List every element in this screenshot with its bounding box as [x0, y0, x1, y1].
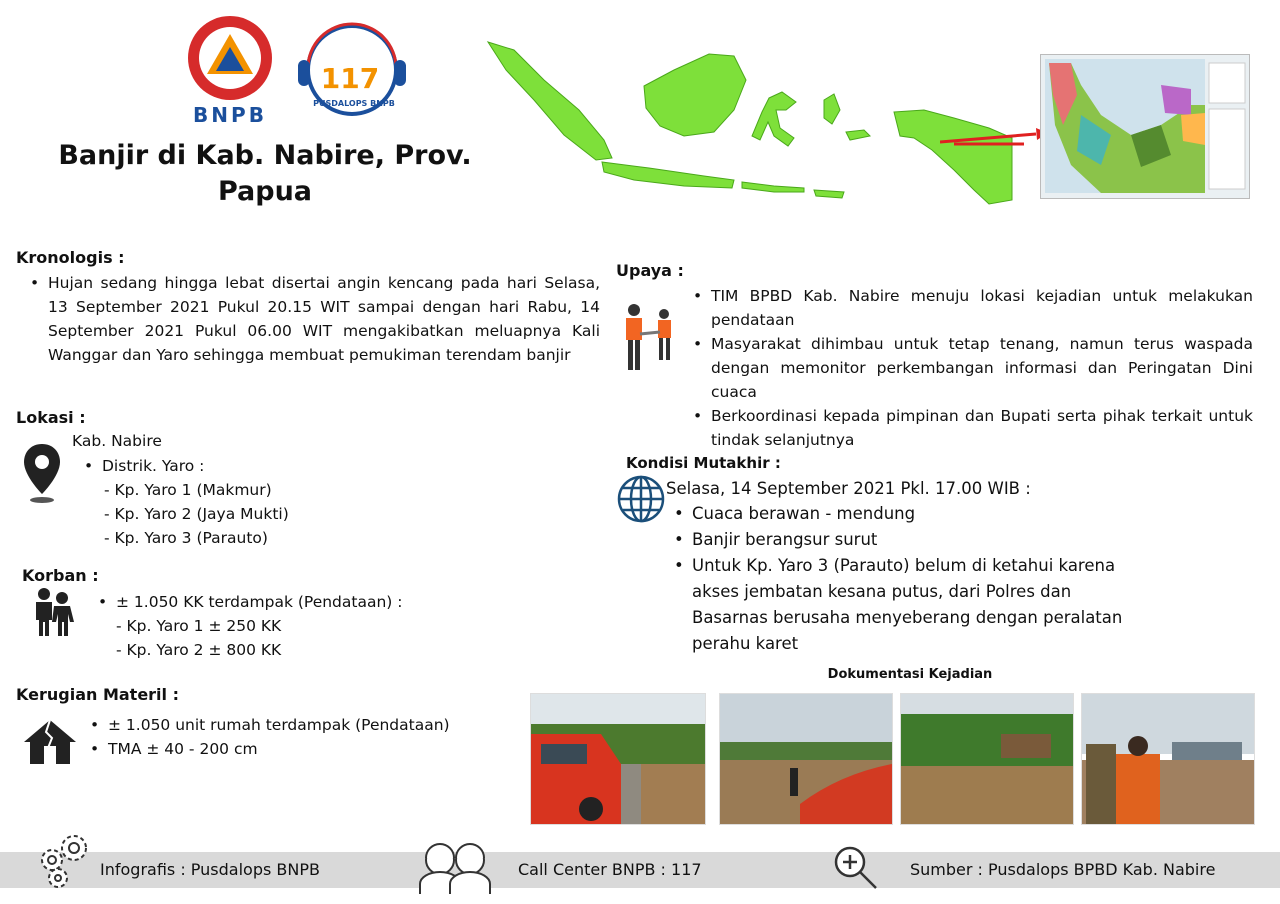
lokasi-kampung-list [104, 478, 289, 550]
svg-text:PUSDALOPS BNPB: PUSDALOPS BNPB [313, 99, 395, 108]
list-item: - Kp. Yaro 1 (Makmur) [104, 481, 272, 499]
korban-sub-list [116, 614, 281, 662]
list-item: • Berkoordinasi kepada pimpinan dan Bupati serta pihak terkait untuk tindak selanjutnya [691, 404, 1253, 452]
pusdalops-117-logo [294, 20, 414, 120]
kondisi-date: Selasa, 14 September 2021 Pkl. 17.00 WIB : [666, 479, 1031, 498]
footer-infografis: Infografis : Pusdalops BNPB [100, 860, 320, 879]
nabire-district-map [1040, 54, 1250, 199]
list-item: • ± 1.050 unit rumah terdampak (Pendataan) [88, 713, 450, 737]
lokasi-kab: Kab. Nabire [72, 432, 162, 450]
kondisi-heading: Kondisi Mutakhir : [626, 454, 781, 472]
damaged-house-icon [22, 718, 78, 766]
list-item: • Untuk Kp. Yaro 3 (Parauto) belum di ketahui karena akses jembatan kesana putus, dari Polres dan Basarnas berusaha menyeberang dengan peralatan perahu karet [672, 553, 1152, 657]
victims-icon [30, 586, 76, 638]
list-item: • TIM BPBD Kab. Nabire menuju lokasi kejadian untuk melakukan pendataan [691, 284, 1253, 332]
svg-text:117: 117 [320, 62, 380, 95]
upaya-list [691, 284, 1253, 452]
korban-main: • ± 1.050 KK terdampak (Pendataan) : [96, 590, 403, 614]
flood-photo-1 [530, 693, 706, 825]
flood-photo-3 [900, 693, 1074, 825]
globe-icon [616, 474, 666, 524]
bnpb-logo [180, 14, 280, 126]
footer-sumber: Sumber : Pusdalops BPBD Kab. Nabire [910, 860, 1216, 879]
list-item: • Banjir berangsur surut [672, 527, 1172, 553]
kondisi-list [672, 501, 1172, 657]
kronologis-text: • Hujan sedang hingga lebat disertai angin kencang pada hari Selasa, 13 September 2021 Pukul 20.15 WIT sampai dengan hari Rabu, 14 September 2021 Pukul 06.00 WIT mengakibatkan meluapnya Kali Wanggar dan Yaro sehingga membuat pemukiman terendam banjir [28, 271, 600, 367]
upaya-heading: Upaya : [616, 261, 684, 280]
kerugian-list [88, 713, 450, 761]
korban-list [96, 590, 403, 614]
dokumentasi-heading: Dokumentasi Kejadian [827, 667, 993, 682]
location-pin-icon [22, 442, 62, 506]
list-item: • TMA ± 40 - 200 cm [88, 737, 450, 761]
lokasi-heading: Lokasi : [16, 408, 86, 427]
list-item: - Kp. Yaro 2 (Jaya Mukti) [104, 505, 289, 523]
footer-call-center: Call Center BNPB : 117 [518, 860, 702, 879]
page-title: Banjir di Kab. Nabire, Prov. Papua [58, 140, 472, 207]
rescue-workers-icon [618, 300, 682, 374]
korban-heading: Korban : [22, 566, 99, 585]
list-item: - Kp. Yaro 1 ± 250 KK [116, 617, 282, 635]
lokasi-distrik: • Distrik. Yaro : [82, 454, 204, 478]
kerugian-heading: Kerugian Materil : [16, 685, 179, 704]
flood-photo-2 [719, 693, 893, 825]
list-item: • Masyarakat dihimbau untuk tetap tenang, namun terus waspada dengan memonitor perkembangan informasi dan Peringatan Dini cuaca [691, 332, 1253, 404]
kronologis-list [28, 271, 600, 367]
list-item: • Cuaca berawan - mendung [672, 501, 1172, 527]
list-item: - Kp. Yaro 2 ± 800 KK [116, 641, 282, 659]
kronologis-heading: Kronologis : [16, 248, 125, 267]
call-center-icon [416, 838, 496, 894]
magnifier-search-icon [830, 844, 882, 892]
flood-photo-4 [1081, 693, 1255, 825]
lokasi-list [82, 454, 204, 478]
gears-icon [36, 832, 92, 890]
list-item: - Kp. Yaro 3 (Parauto) [104, 529, 268, 547]
svg-text:BNPB: BNPB [193, 103, 267, 126]
map-arrow [940, 120, 1050, 150]
